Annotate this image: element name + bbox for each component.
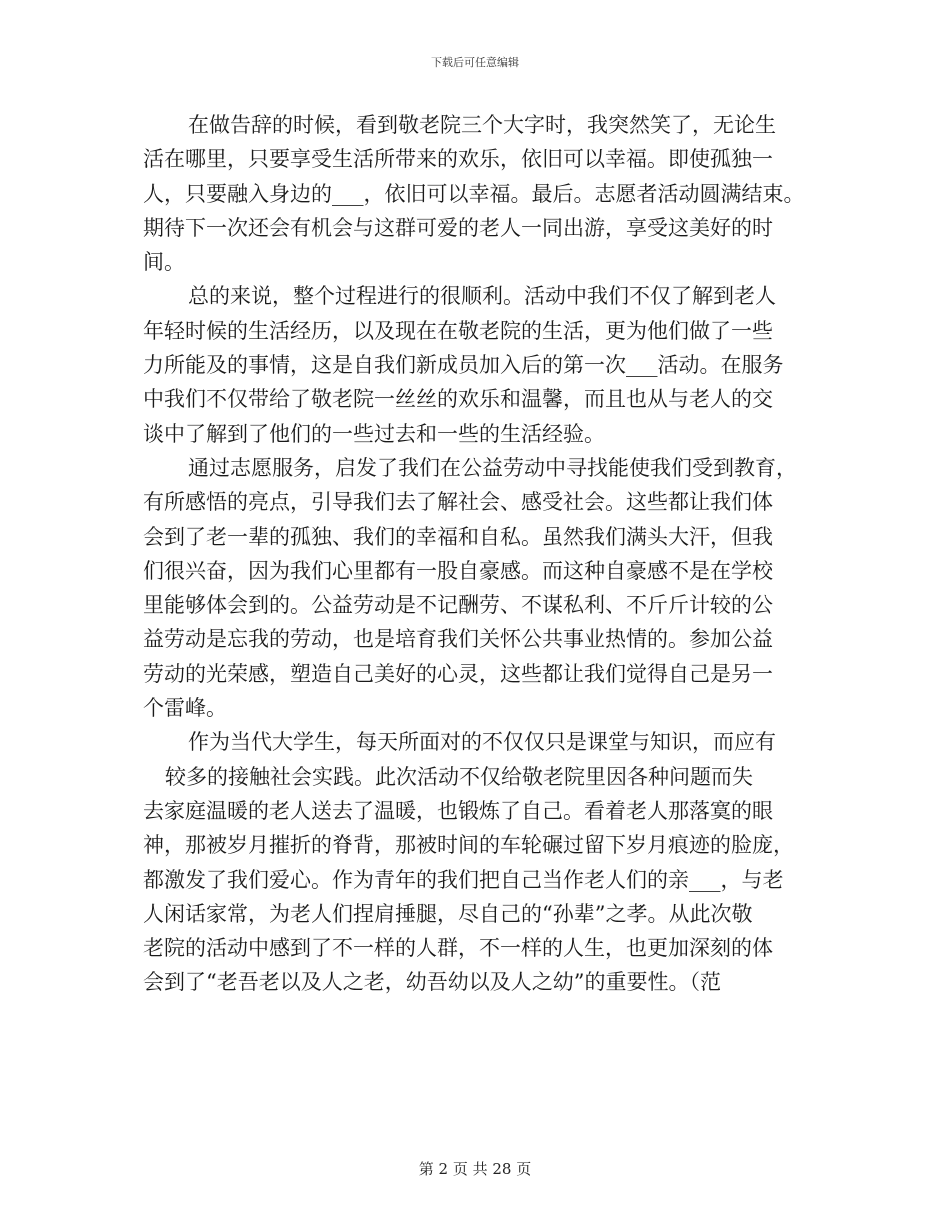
paragraph-line: 神，那被岁月摧折的脊背，那被时间的车轮碾过留下岁月痕迹的脸庞，: [143, 833, 794, 858]
paragraph-line: 有所感悟的亮点，引导我们去了解社会、感受社会。这些都让我们体: [143, 490, 773, 515]
page-header: 下载后可任意编辑: [431, 56, 519, 69]
paragraph-line: 通过志愿服务，启发了我们在公益劳动中寻找能使我们受到教育，: [188, 455, 797, 480]
paragraph-line: 在做告辞的时候，看到敬老院三个大字时，我突然笑了，无论生: [188, 113, 776, 137]
paragraph-line: 人闲话家常，为老人们捏肩捶腿，尽自己的“孙辈”之孝。从此次敬: [143, 901, 753, 926]
paragraph-line: 年轻时候的生活经历，以及现在在敬老院的生活，更为他们做了一些: [143, 318, 773, 343]
paragraph-line: 会到了老一辈的孤独、我们的幸福和自私。虽然我们满头大汗，但我: [143, 524, 773, 549]
paragraph-line: 活在哪里，只要享受生活所带来的欢乐，依旧可以幸福。即使孤独一: [143, 147, 773, 172]
paragraph-line: 谈中了解到了他们的一些过去和一些的生活经验。: [143, 421, 605, 446]
paragraph-line: 期待下一次还会有机会与这群可爱的老人一同出游，享受这美好的时: [143, 215, 773, 240]
paragraph-line: 会到了“老吾老以及人之老，幼吾幼以及人之幼”的重要性。（范: [143, 970, 721, 995]
paragraph-line: 作为当代大学生，每天所面对的不仅仅只是课堂与知识，而应有: [188, 730, 776, 755]
paragraph-line: 间。: [143, 250, 185, 275]
paragraph-line: 劳动的光荣感，塑造自己美好的心灵，这些都让我们觉得自己是另一: [143, 661, 773, 686]
paragraph-line: 总的来说，整个过程进行的很顺利。活动中我们不仅了解到老人: [188, 284, 776, 309]
paragraph-line: 去家庭温暖的老人送去了温暖，也锻炼了自己。看着老人那落寞的眼: [143, 798, 773, 823]
page-number: 第 2 页 共 28 页: [418, 1160, 532, 1178]
paragraph-line: 老院的活动中感到了不一样的人群，不一样的人生，也更加深刻的体: [143, 936, 773, 961]
paragraph-line: 都激发了我们爱心。作为青年的我们把自己当作老人们的亲___，与老: [143, 867, 784, 892]
paragraph-line: 里能够体会到的。公益劳动是不记酬劳、不谋私利、不斤斤计较的公: [143, 593, 773, 618]
paragraph-line: 益劳动是忘我的劳动，也是培育我们关怀公共事业热情的。参加公益: [143, 627, 773, 652]
paragraph-line: 力所能及的事情，这是自我们新成员加入后的第一次___活动。在服务: [143, 353, 784, 378]
document-body: [143, 108, 833, 1000]
paragraph-line: 人，只要融入身边的___，依旧可以幸福。最后。志愿者活动圆满结束。: [143, 181, 805, 206]
paragraph-line: 们很兴奋，因为我们心里都有一股自豪感。而这种自豪感不是在学校: [143, 558, 773, 583]
paragraph-line: 个雷峰。: [143, 696, 227, 721]
paragraph-line: 中我们不仅带给了敬老院一丝丝的欢乐和温馨，而且也从与老人的交: [143, 387, 773, 412]
paragraph-line: 较多的接触社会实践。此次活动不仅给敬老院里因各种问题而失: [165, 764, 753, 789]
